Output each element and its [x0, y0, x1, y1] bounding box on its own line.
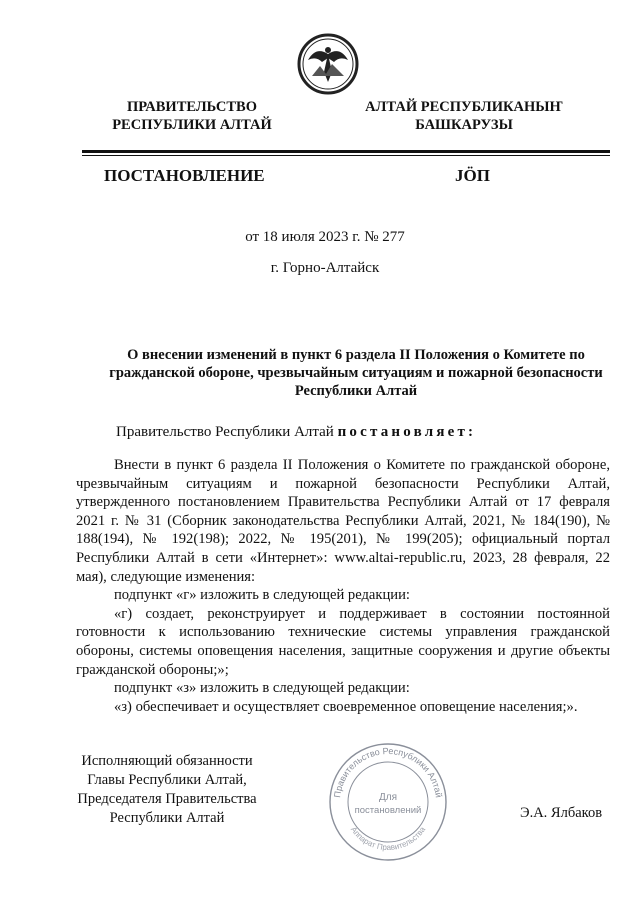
- stamp-center-line1: Для: [378, 792, 398, 803]
- header-divider-thick: [82, 150, 610, 153]
- decree-title-alt: JÖП: [455, 166, 490, 185]
- signature-line3: Председателя Правительства: [77, 791, 257, 807]
- resolve-prefix: Правительство Республики Алтай: [116, 424, 338, 440]
- svg-text:Правительство Республики Алтай: [332, 746, 444, 798]
- decree-subject: [100, 346, 612, 400]
- decree-date: от 18 июля 2023 г. № 277: [245, 229, 405, 245]
- subject-line1: О внесении изменений в пункт 6 раздела II Положения о Комитете по: [127, 347, 585, 363]
- header-left-line1: ПРАВИТЕЛЬСТВО: [127, 99, 257, 115]
- header-right-line2: БАШКАРУЗЫ: [415, 117, 513, 133]
- header-divider-thin: [82, 155, 610, 156]
- body-paragraph-4: подпункт «з» изложить в следующей редакции:: [114, 680, 410, 697]
- subject-line2: гражданской обороне, чрезвычайным ситуациям и пожарной безопасности: [109, 365, 603, 381]
- stamp-ring-text: Правительство Республики Алтай: [332, 745, 444, 799]
- signature-line1: Исполняющий обязанности: [81, 753, 253, 769]
- signatory-name: Э.А. Ялбаков: [520, 805, 603, 821]
- resolve-verb: постановляет:: [337, 424, 477, 440]
- body-paragraph-2: подпункт «г» изложить в следующей редакции:: [114, 587, 410, 604]
- stamp-center-line2: постановлений: [354, 805, 422, 816]
- svg-text:Аппарат Правительства: [349, 825, 428, 852]
- decree-title-ru: ПОСТАНОВЛЕНИЕ: [104, 166, 265, 185]
- decree-body: [76, 456, 610, 716]
- official-stamp: [326, 740, 450, 864]
- resolve-line: [116, 424, 476, 441]
- header-left: [82, 98, 302, 134]
- signature-title: [62, 752, 272, 828]
- body-paragraph-1: Внести в пункт 6 раздела II Положения о Комитете по гражданской обороне, чрезвычайным ситуациям и пожарной безопасности Республики Алтай, утвержденного постановлением Правительства Республики Алтай от 17 февраля 2021 г. № 31 (Сборник законодательства Республики Алтай, 2021, № 184(190), № 188(194), № 192(198); 2022, № 195(201), № 199(205); официальный портал Республики Алтай в сети «Интернет»: www.altai-republic.ru, 2023, 28 февраля, 22 мая), следующие изменения:: [76, 457, 610, 585]
- header-right: [354, 98, 574, 134]
- header-left-line2: РЕСПУБЛИКИ АЛТАЙ: [112, 117, 272, 133]
- body-paragraph-5: «з) обеспечивает и осуществляет своевременное оповещение населения;».: [114, 698, 578, 715]
- decree-city: г. Горно-Алтайск: [270, 260, 380, 276]
- coat-of-arms-icon: [296, 32, 360, 96]
- signature-line2: Главы Республики Алтай,: [87, 772, 247, 788]
- stamp-ring-text-bottom: Аппарат Правительства: [348, 825, 428, 853]
- subject-line3: Республики Алтай: [294, 383, 418, 399]
- body-paragraph-3: «г) создает, реконструирует и поддерживает в состоянии постоянной готовности к использованию технические системы управления гражданской обороны, системы оповещения населения, защитные сооружения и другие объекты гражданской обороны;»;: [76, 605, 610, 678]
- header-right-line1: АЛТАЙ РЕСПУБЛИКАНЫҤ: [365, 99, 563, 115]
- signature-line4: Республики Алтай: [109, 810, 225, 826]
